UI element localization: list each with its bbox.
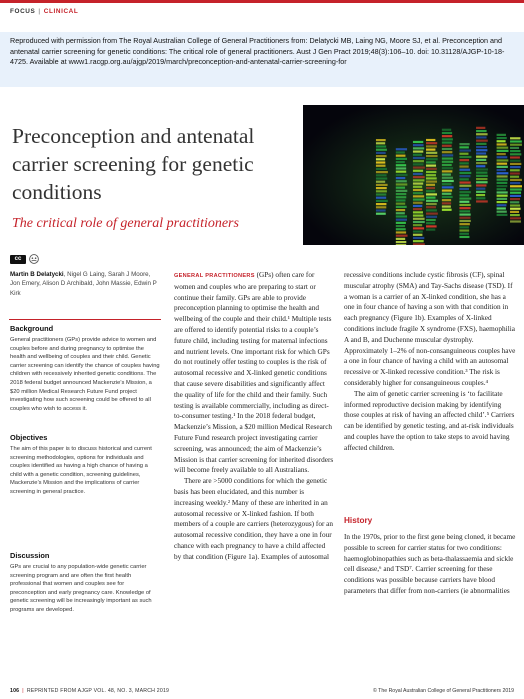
- art-band: [413, 150, 423, 152]
- art-band: [476, 172, 487, 174]
- art-band: [426, 203, 437, 205]
- art-band: [426, 142, 437, 144]
- art-band: [510, 198, 520, 200]
- art-band: [413, 170, 423, 172]
- page-number: 106: [10, 688, 20, 694]
- art-band: [459, 236, 469, 238]
- art-band: [476, 194, 485, 196]
- art-band: [442, 135, 452, 137]
- history-heading: History: [344, 516, 373, 525]
- art-band: [510, 176, 519, 178]
- art-band: [426, 145, 437, 147]
- art-band: [396, 215, 407, 217]
- art-band: [476, 178, 487, 180]
- art-band: [413, 154, 422, 156]
- art-band: [426, 200, 438, 202]
- art-band: [476, 197, 485, 199]
- art-band: [442, 164, 452, 166]
- art-band: [396, 183, 407, 185]
- art-band: [510, 150, 520, 152]
- art-band: [426, 216, 437, 218]
- art-band: [442, 167, 453, 169]
- art-band: [426, 229, 435, 231]
- art-band: [413, 195, 424, 197]
- body-paragraph-3: recessive conditions include cystic fibrosis (CF), spinal muscular atrophy (SMA) and Tay-Sachs disease (TSD). If a woman is a carrier of an X-linked condition, she has a one in four chance of having a son with that condition in each pregnancy (Figure 1b). Examples of X-linked conditions include fragile X syndrome (FXS), haemophilia A and B, and Duchenne muscular dystrophy. Approximately 1–2% of non-consanguineous couples have a one in four chance of having a child with an autosomal recessive or X-linked recessive condition.³ The risk is considerably higher for consanguineous couples.⁴: [344, 271, 516, 387]
- art-band: [476, 136, 487, 138]
- peer-review-icon: [29, 254, 39, 264]
- art-band: [396, 206, 407, 208]
- art-band: [476, 168, 488, 170]
- art-band: [497, 182, 508, 184]
- objectives-heading: Objectives: [10, 433, 48, 442]
- art-band: [396, 190, 407, 192]
- art-band: [376, 190, 387, 192]
- art-band: [459, 220, 470, 222]
- art-band: [413, 173, 423, 175]
- body-paragraph-1: (GPs) often care for women and couples who are preparing to start or continue their family. GPs are able to provide preconception planning to optimise the health and wellbeing of the couple and their child.¹ Multiple tests are offered to identify potential risks to a couple’s future child, including testing for maternal infections and nutrient levels. One important risk for which GPs do not routinely offer testing to couples is the risk of autosomal recessive and X-linked genetic conditions that cause severe disabilities and significantly affect the quality of life for the child and their family. Such testing is available commercially, including as direct-to-consumer testing.¹ In the 2018 federal budget, Mackenzie’s Mission, a $20 million Medical Research Future Fund research project investigating carrier screening, was announced; the aim of Mackenzie’s Mission is that carrier screening for inherited disorders will become freely available to all Australians.: [174, 271, 334, 475]
- art-band: [510, 166, 521, 168]
- art-band: [459, 169, 470, 171]
- art-band: [413, 163, 424, 165]
- art-band: [376, 181, 385, 183]
- art-band: [426, 190, 435, 192]
- art-band: [396, 174, 408, 176]
- art-band: [442, 199, 451, 201]
- art-band: [476, 191, 485, 193]
- art-band: [396, 209, 405, 211]
- art-band: [396, 164, 406, 166]
- art-band: [426, 213, 438, 215]
- art-band: [426, 149, 435, 151]
- art-band: [376, 158, 385, 160]
- art-band: [497, 156, 508, 158]
- art-band: [497, 159, 509, 161]
- art-band: [426, 152, 437, 154]
- footer-copyright: © The Royal Australian College of General Practitioners 2019: [373, 688, 514, 694]
- art-band: [413, 240, 424, 242]
- art-band: [413, 166, 425, 168]
- art-band: [510, 195, 521, 197]
- body-column-2: [344, 270, 516, 454]
- art-band: [459, 143, 469, 145]
- background-heading: Background: [10, 324, 54, 333]
- footer-left: 106 | REPRINTED FROM AJGP VOL. 48, NO. 3, MARCH 2019: [10, 688, 170, 694]
- art-band: [510, 179, 522, 181]
- art-band: [396, 238, 405, 240]
- art-band: [510, 192, 521, 194]
- art-band: [442, 202, 451, 204]
- art-band: [459, 191, 470, 193]
- art-band: [426, 161, 436, 163]
- art-band: [396, 171, 406, 173]
- art-band: [426, 219, 436, 221]
- art-band: [426, 177, 437, 179]
- art-band: [376, 168, 387, 170]
- art-band: [413, 157, 425, 159]
- art-band: [497, 166, 508, 168]
- art-band: [510, 140, 522, 142]
- art-band: [376, 177, 387, 179]
- art-band: [497, 191, 508, 193]
- body-paragraph-2: There are >5000 conditions for which the genetic basis has been elucidated, and this number is increasing weekly.² Many of these are inherited in an autosomal recessive or X-linked fashion. If both members of a couple are carriers (heterozygous) for an autosomal recessive condition, they have a one in four chance with each pregnancy to have a child affected by that condition (Figure 1a). Examples of autosomal: [174, 477, 334, 561]
- art-band: [426, 155, 438, 157]
- art-band: [396, 193, 406, 195]
- art-band: [476, 140, 488, 142]
- art-band: [442, 151, 452, 153]
- art-band: [426, 209, 437, 211]
- art-band: [396, 244, 406, 245]
- art-band: [459, 233, 469, 235]
- body-column-1: [174, 270, 334, 563]
- art-band: [426, 139, 435, 141]
- art-band: [459, 149, 471, 151]
- art-band: [497, 175, 508, 177]
- sidebar-divider: [9, 319, 161, 320]
- art-band: [497, 137, 507, 139]
- art-band: [396, 222, 406, 224]
- art-band: [442, 148, 452, 150]
- art-band: [426, 225, 437, 227]
- art-band: [442, 170, 452, 172]
- art-band: [426, 174, 436, 176]
- art-band: [396, 231, 406, 233]
- art-band: [497, 153, 506, 155]
- art-band: [413, 147, 424, 149]
- discussion-heading: Discussion: [10, 551, 50, 560]
- art-band: [442, 209, 452, 211]
- art-band: [497, 201, 508, 203]
- art-band: [376, 161, 385, 163]
- art-band: [426, 181, 437, 183]
- art-band: [459, 188, 469, 190]
- art-band: [459, 165, 468, 167]
- art-band: [376, 165, 386, 167]
- art-band: [497, 140, 506, 142]
- top-accent-line: [0, 0, 524, 3]
- art-band: [442, 196, 453, 198]
- art-band: [376, 197, 386, 199]
- art-band: [376, 139, 386, 141]
- art-band: [476, 159, 486, 161]
- art-band: [396, 219, 407, 221]
- art-band: [376, 209, 386, 211]
- art-band: [459, 178, 468, 180]
- art-band: [510, 201, 519, 203]
- art-band: [510, 172, 520, 174]
- art-band: [376, 152, 386, 154]
- art-band: [459, 229, 469, 231]
- art-band: [376, 174, 387, 176]
- art-band: [396, 161, 405, 163]
- art-band: [459, 162, 468, 164]
- art-band: [459, 197, 471, 199]
- art-band: [376, 145, 386, 147]
- art-band: [426, 193, 437, 195]
- art-band: [396, 148, 407, 150]
- author-list: [10, 270, 160, 298]
- art-band: [376, 187, 387, 189]
- art-band: [459, 185, 471, 187]
- body-paragraph-4: The aim of genetic carrier screening is ‘to facilitate informed reproductive decision making by identifying those couples at risk of having an affected child’.⁵ Carriers can be identified by genetic testing, and at-risk individuals and couples have the option to take steps to avoid having affected children.: [344, 389, 515, 452]
- art-band: [426, 158, 438, 160]
- art-band: [497, 147, 509, 149]
- art-band: [376, 155, 387, 157]
- art-band: [459, 201, 469, 203]
- art-band: [413, 141, 423, 143]
- art-band: [376, 213, 386, 215]
- art-band: [476, 165, 485, 167]
- art-band: [442, 154, 453, 156]
- art-band: [413, 218, 425, 220]
- art-band: [442, 186, 454, 188]
- art-band: [426, 171, 436, 173]
- art-band: [476, 188, 485, 190]
- art-band: [442, 180, 454, 182]
- category-label: CLINICAL: [43, 8, 79, 15]
- objectives-text: The aim of this paper is to discuss historical and current screening methodologies, options for individuals and couples identified as having a high chance of having a child with a genetic condition, screening guidelines, Mackenzie’s Mission and the implications of carrier screening in general practice.: [10, 446, 152, 495]
- art-band: [396, 241, 406, 243]
- art-band: [476, 152, 486, 154]
- art-band: [510, 211, 519, 213]
- art-band: [426, 206, 436, 208]
- art-band: [510, 208, 521, 210]
- co-authors: , Nigel G Laing, Sarah J Moore, Jon Emery, Alison D Archibald, John Massie, Edwin P Kirk: [10, 271, 157, 297]
- art-band: [376, 206, 386, 208]
- art-band: [413, 160, 424, 162]
- art-band: [510, 220, 521, 222]
- art-band: [510, 217, 521, 219]
- art-band: [497, 172, 509, 174]
- art-band: [413, 234, 422, 236]
- art-band: [497, 204, 507, 206]
- discussion-text: GPs are crucial to any population-wide genetic carrier screening program and are often the first health professional that women and couples see for preconception and early pregnancy care. Knowledge of genetic screening will be increasingly important as such programs are developed.: [10, 564, 152, 613]
- art-band: [426, 197, 436, 199]
- art-band: [442, 141, 452, 143]
- art-band: [376, 200, 388, 202]
- art-band: [497, 150, 509, 152]
- section-label: FOCUS: [10, 8, 36, 15]
- art-band: [426, 184, 435, 186]
- art-band: [497, 169, 506, 171]
- art-band: [497, 211, 507, 213]
- background-text: General practitioners (GPs) provide advice to women and couples before and during pregnancy to optimise the health and wellbeing of couples and their child. Genetic carrier screening can identify the chance of couples having children with recessively inherited genetic conditions. The 2018 federal budget announced Mackenzie’s Mission, a $20 million Medical Research Future Fund project investigating how such screening could be offered to all couples who wish to access it.: [10, 337, 160, 412]
- art-band: [510, 153, 521, 155]
- section-tag: FOCUS | CLINICAL: [10, 8, 79, 15]
- art-band: [497, 214, 508, 216]
- art-band: [510, 204, 520, 206]
- art-band: [413, 208, 422, 210]
- art-band: [442, 157, 453, 159]
- art-band: [510, 156, 520, 158]
- art-band: [497, 179, 508, 181]
- art-band: [396, 212, 405, 214]
- art-band: [497, 143, 507, 145]
- art-band: [459, 194, 469, 196]
- art-band: [459, 181, 470, 183]
- art-band: [413, 230, 423, 232]
- art-band: [376, 184, 388, 186]
- art-band: [476, 181, 488, 183]
- art-band: [413, 205, 422, 207]
- art-band: [476, 146, 487, 148]
- art-band: [459, 159, 469, 161]
- art-band: [497, 207, 506, 209]
- art-band: [413, 211, 423, 213]
- art-band: [376, 203, 386, 205]
- chromosome-artwork: [303, 105, 524, 245]
- art-band: [396, 158, 407, 160]
- art-band: [376, 171, 388, 173]
- art-band: [442, 173, 451, 175]
- art-band: [396, 199, 406, 201]
- art-band: [510, 147, 519, 149]
- art-band: [459, 146, 468, 148]
- art-band: [476, 127, 485, 129]
- art-band: [510, 160, 520, 162]
- art-band: [413, 176, 425, 178]
- article-title: Preconception and antenatal carrier screening for genetic conditions: [12, 124, 255, 204]
- art-band: [413, 144, 424, 146]
- art-band: [510, 144, 522, 146]
- art-band: [396, 203, 405, 205]
- art-band: [413, 227, 424, 229]
- art-band: [510, 182, 520, 184]
- art-band: [459, 207, 470, 209]
- art-band: [476, 184, 486, 186]
- art-band: [459, 210, 470, 212]
- art-band: [510, 188, 522, 190]
- art-band: [497, 188, 506, 190]
- art-band: [413, 214, 423, 216]
- art-band: [497, 163, 508, 165]
- art-band: [459, 223, 469, 225]
- art-band: [442, 145, 452, 147]
- art-band: [442, 189, 452, 191]
- art-band: [497, 198, 508, 200]
- art-band: [396, 235, 408, 237]
- art-band: [396, 187, 405, 189]
- art-band: [376, 142, 385, 144]
- art-band: [459, 153, 468, 155]
- art-band: [459, 172, 471, 174]
- art-band: [476, 143, 486, 145]
- article-subtitle: The critical role of general practitioners: [12, 216, 239, 231]
- art-band: [426, 222, 435, 224]
- art-band: [426, 165, 436, 167]
- art-band: [442, 129, 451, 131]
- art-band: [442, 183, 452, 185]
- art-band: [396, 167, 406, 169]
- art-band: [413, 186, 422, 188]
- art-band: [476, 175, 488, 177]
- body-paragraph-5: In the 1970s, prior to the first gene being cloned, it became possible to screen for carrier status for two conditions: haemoglobinopathies such as beta-thalassaemia and sickle cell disease,⁶ and TSD⁷. Carrier screening for these conditions was possible because carriers have blood parameters that differ from non-carriers (ie abnormalities: [344, 533, 516, 595]
- art-band: [426, 168, 437, 170]
- art-band: [510, 169, 520, 171]
- art-band: [396, 151, 405, 153]
- art-band: [442, 193, 452, 195]
- art-band: [459, 156, 471, 158]
- art-band: [396, 228, 406, 230]
- art-band: [476, 200, 488, 202]
- art-band: [459, 213, 470, 215]
- cc-license-badge: cc: [10, 255, 26, 264]
- art-band: [497, 134, 506, 136]
- art-band: [442, 138, 453, 140]
- art-band: [442, 132, 452, 134]
- art-band: [396, 196, 406, 198]
- art-band: [413, 179, 424, 181]
- art-band: [376, 193, 386, 195]
- art-band: [476, 130, 487, 132]
- art-band: [413, 182, 423, 184]
- art-band: [413, 192, 423, 194]
- art-band: [510, 163, 521, 165]
- art-band: [413, 243, 425, 245]
- art-band: [459, 226, 468, 228]
- art-band: [459, 217, 470, 219]
- art-band: [426, 187, 435, 189]
- footer-reprint-text: REPRINTED FROM AJGP VOL. 48, NO. 3, MARCH 2019: [26, 688, 170, 694]
- art-band: [510, 137, 520, 139]
- art-band: [413, 221, 425, 223]
- art-band: [497, 185, 508, 187]
- art-band: [476, 156, 487, 158]
- art-band: [396, 155, 406, 157]
- reproduction-notice: Reproduced with permission from The Royal Australian College of General Practitioners from: Delatycki MB, Laing NG, Moore SJ, et al. Preconception and antenatal carrier screening for genetic conditions: The critical role of general practitioners. Aust J Gen Pract 2019;48(3):106–10. doi: 10.31128/AJGP-10-18-4725. Available at www1.racgp.org.au/ajgp/2019/march/preconception-and-antenatal-carrier-screening-for: [10, 36, 505, 67]
- art-band: [442, 161, 453, 163]
- art-band: [396, 225, 405, 227]
- first-author: Martin B Delatycki: [10, 271, 64, 278]
- art-band: [510, 185, 522, 187]
- art-band: [413, 189, 423, 191]
- art-band: [396, 180, 407, 182]
- art-band: [476, 149, 487, 151]
- art-band: [476, 133, 488, 135]
- art-band: [459, 204, 470, 206]
- art-band: [413, 198, 425, 200]
- art-band: [476, 162, 487, 164]
- art-band: [442, 205, 451, 207]
- art-band: [459, 175, 470, 177]
- art-band: [413, 202, 423, 204]
- art-band: [376, 149, 387, 151]
- art-band: [442, 177, 453, 179]
- art-band: [497, 195, 508, 197]
- art-band: [396, 177, 405, 179]
- art-band: [413, 237, 424, 239]
- art-band: [413, 224, 422, 226]
- art-band: [510, 214, 520, 216]
- lead-in: GENERAL PRACTITIONERS: [174, 273, 255, 279]
